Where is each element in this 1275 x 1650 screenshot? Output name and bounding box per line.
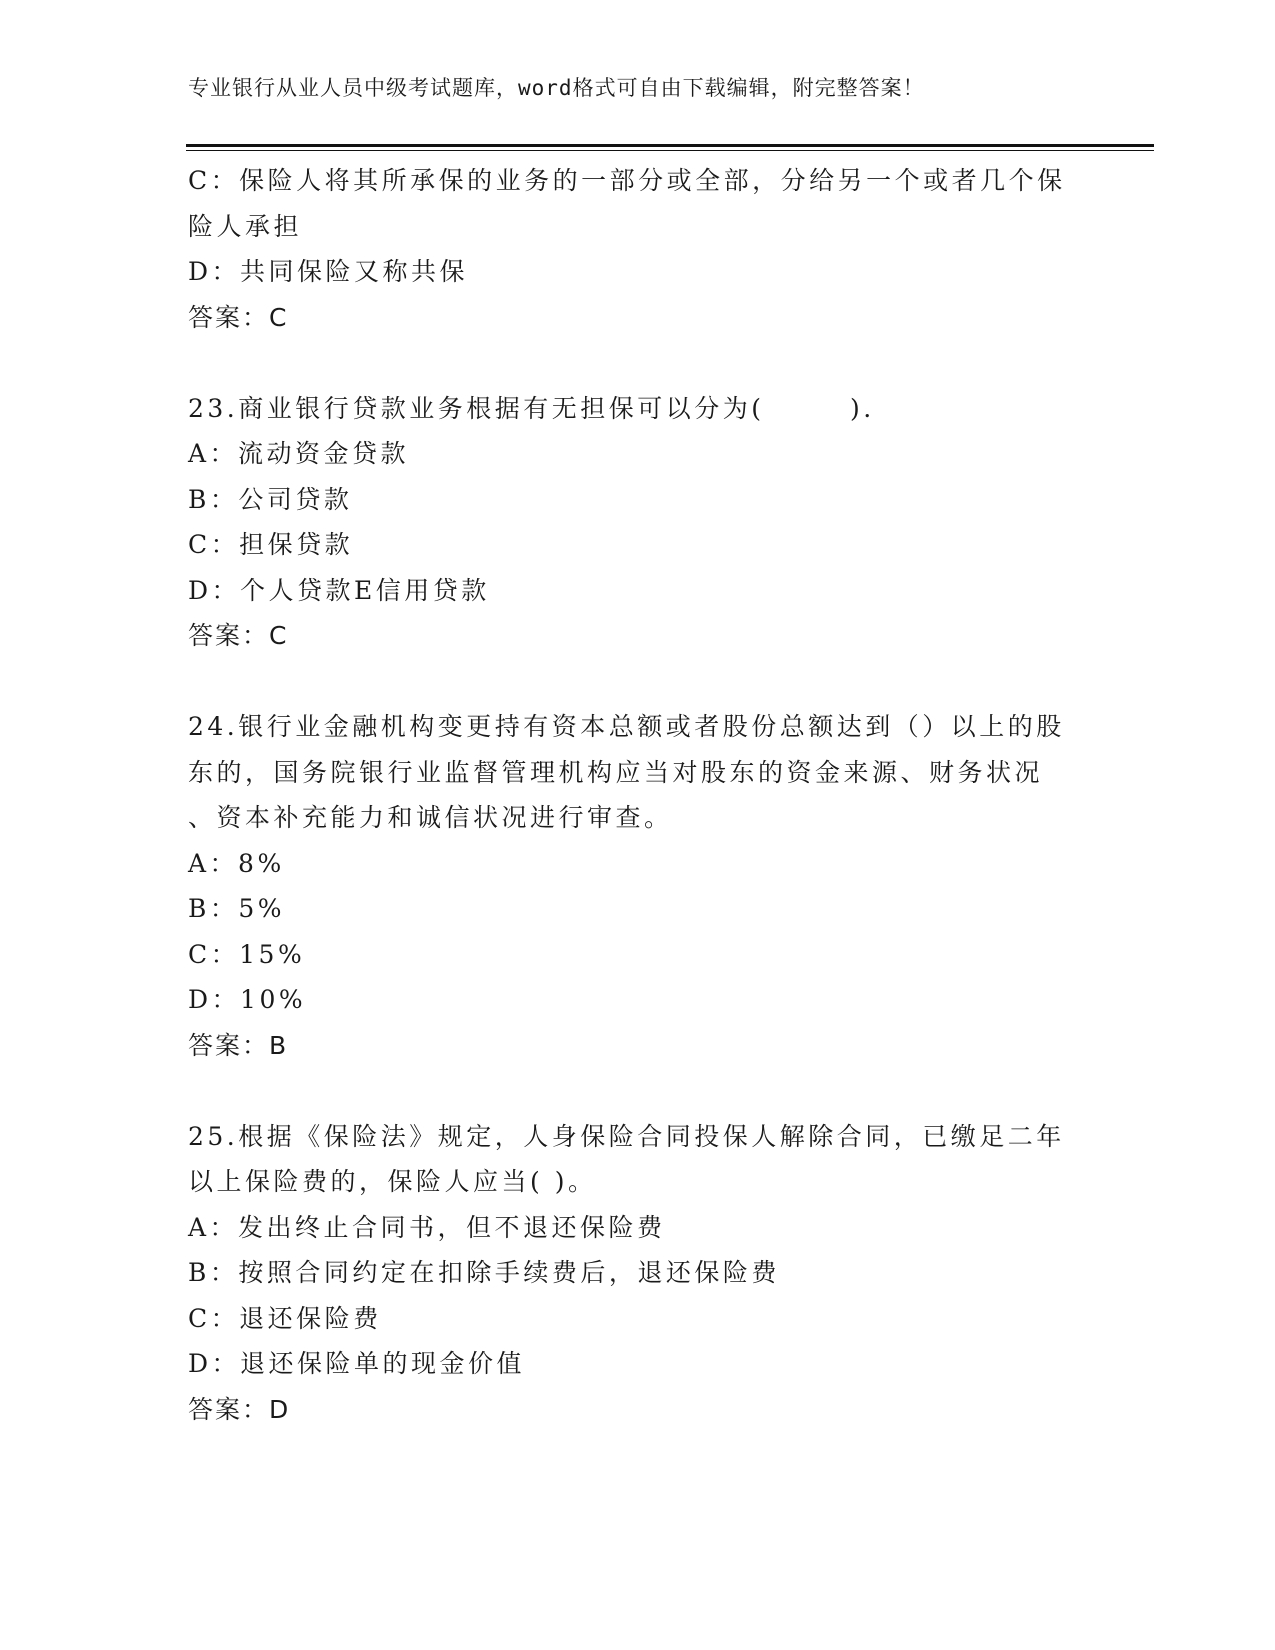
header-rule-thin bbox=[186, 150, 1154, 151]
q22-option-c-line2: 险人承担 bbox=[188, 211, 303, 241]
spacer bbox=[188, 340, 1088, 386]
q22-answer: 答案：C bbox=[188, 302, 289, 332]
q23-option-c: C：担保贷款 bbox=[188, 530, 354, 559]
q25-stem-line2: 以上保险费的，保险人应当( )。 bbox=[188, 1167, 597, 1196]
q25-answer: 答案：D bbox=[188, 1394, 291, 1424]
q23-stem: 23.商业银行贷款业务根据有无担保可以分为( ). bbox=[188, 393, 875, 423]
q24-answer: 答案：B bbox=[188, 1030, 289, 1060]
q24-option-a: A：8% bbox=[188, 848, 285, 878]
q25-option-a: A：发出终止合同书，但不退还保险费 bbox=[188, 1212, 666, 1242]
q24-stem-line1: 24.银行业金融机构变更持有资本总额或者股份总额达到（）以上的股 bbox=[188, 712, 1065, 741]
q24-option-c: C：15% bbox=[188, 939, 306, 969]
q24-stem-line2: 东的，国务院银行业监督管理机构应当对股东的资金来源、财务状况 bbox=[188, 757, 1044, 787]
question-content bbox=[188, 158, 1088, 1432]
q24-stem-line3: 、资本补充能力和诚信状况进行审查。 bbox=[188, 803, 673, 832]
q22-option-d: D：共同保险又称共保 bbox=[188, 257, 469, 286]
q23-option-a: A：流动资金贷款 bbox=[188, 439, 410, 468]
q24-option-b: B：5% bbox=[188, 894, 286, 923]
q25-stem-line1: 25.根据《保险法》规定，人身保险合同投保人解除合同，已缴足二年 bbox=[188, 1121, 1065, 1151]
q24-option-d: D：10% bbox=[188, 985, 307, 1014]
page-header: 专业银行从业人员中级考试题库，word格式可自由下载编辑，附完整答案！ bbox=[188, 76, 925, 100]
q23-answer: 答案：C bbox=[188, 621, 289, 650]
q23-option-b: B：公司贷款 bbox=[188, 484, 353, 514]
q23-option-d: D：个人贷款E信用贷款 bbox=[188, 575, 490, 605]
q25-option-c: C：退还保险费 bbox=[188, 1303, 382, 1333]
q25-option-b: B：按照合同约定在扣除手续费后，退还保险费 bbox=[188, 1258, 780, 1287]
spacer bbox=[188, 659, 1088, 705]
spacer bbox=[188, 1068, 1088, 1114]
q25-option-d: D：退还保险单的现金价值 bbox=[188, 1349, 526, 1378]
header-rule-thick bbox=[186, 144, 1154, 147]
q22-option-c-line1: C：保险人将其所承保的业务的一部分或全部，分给另一个或者几个保 bbox=[188, 166, 1066, 195]
